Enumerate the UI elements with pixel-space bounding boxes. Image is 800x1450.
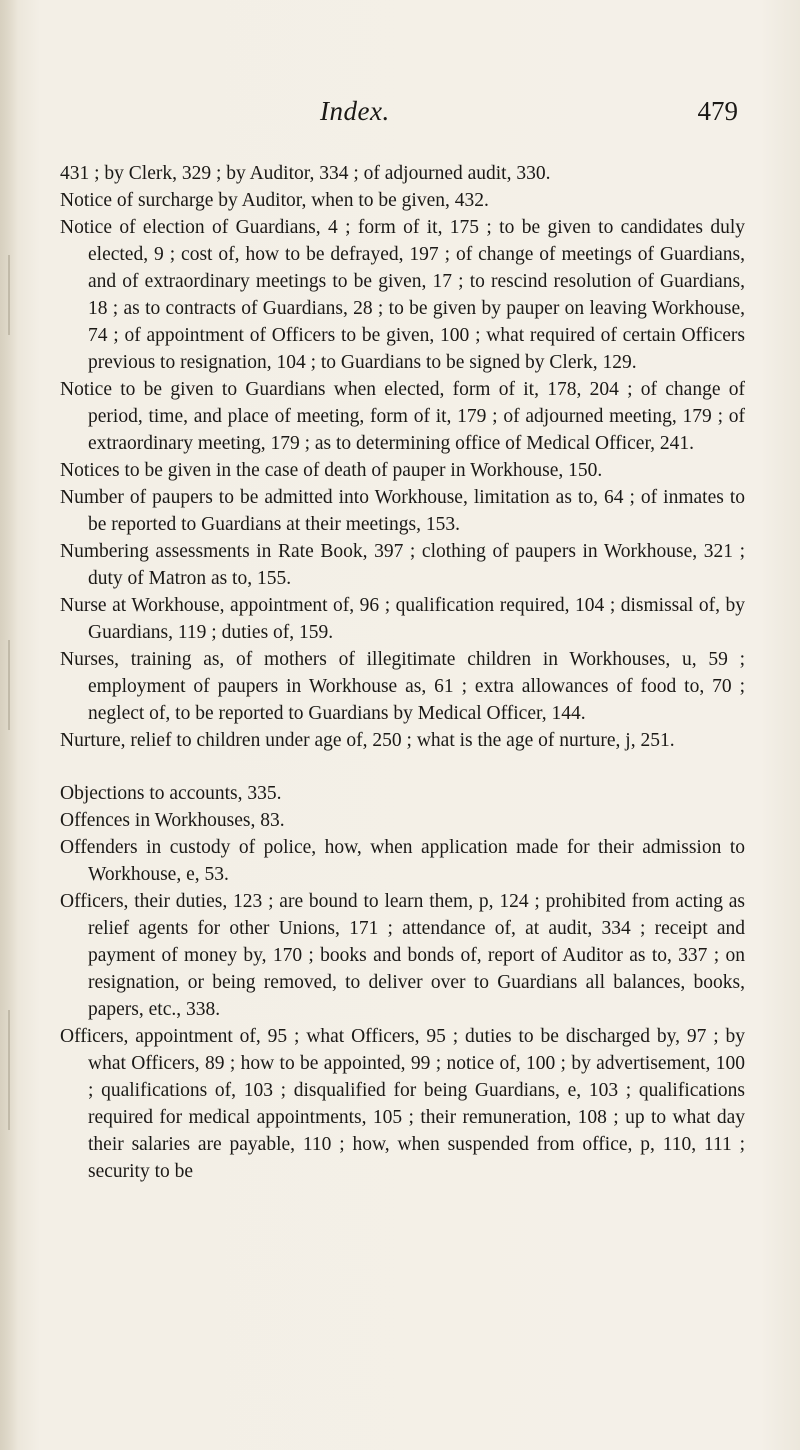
- index-entry: Number of paupers to be admitted into Workhouse, limitation as to, 64 ; of inmates to be reported to Guardians at their meetings, 153.: [60, 487, 745, 535]
- index-entry: Notices to be given in the case of death of pauper in Workhouse, 150.: [60, 460, 603, 481]
- margin-mark: [8, 1010, 10, 1130]
- index-body: [60, 160, 745, 1185]
- index-entry: Offences in Workhouses, 83.: [60, 810, 285, 831]
- index-entry: Offenders in custody of police, how, when application made for their admission to Workhouse, e, 53.: [60, 837, 745, 885]
- margin-mark: [8, 640, 10, 730]
- index-entry: Notice to be given to Guardians when elected, form of it, 178, 204 ; of change of period, time, and place of meeting, form of it, 179 ; of adjourned meeting, 179 ; of extraordinary meeting, 179 ; as to determining office of Medical Officer, 241.: [60, 379, 745, 454]
- page-header: [0, 96, 800, 136]
- index-entry: Nurture, relief to children under age of, 250 ; what is the age of nurture, j, 251.: [60, 730, 675, 751]
- index-entry: Officers, appointment of, 95 ; what Officers, 95 ; duties to be discharged by, 97 ; by what Officers, 89 ; how to be appointed, 99 ; notice of, 100 ; by advertisement, 100 ; qualifications of, 103 ; disqualified for being Guardians, e, 103 ; qualifications required for medical appointments, 105 ; their remuneration, 108 ; up to what day their salaries are payable, 110 ; how, when suspended from office, p, 110, 111 ; security to be: [60, 1026, 745, 1182]
- index-entry: Notice of surcharge by Auditor, when to be given, 432.: [60, 190, 489, 211]
- index-entry: 431 ; by Clerk, 329 ; by Auditor, 334 ; of adjourned audit, 330.: [60, 163, 551, 184]
- index-entry: Objections to accounts, 335.: [60, 783, 282, 804]
- index-entry: Nurses, training as, of mothers of illegitimate children in Workhouses, u, 59 ; employment of paupers in Workhouse as, 61 ; extra allowances of food to, 70 ; neglect of, to be reported to Guardians by Medical Officer, 144.: [60, 649, 745, 724]
- margin-mark: [8, 255, 10, 335]
- running-title: Index.: [320, 96, 390, 126]
- index-entry: Officers, their duties, 123 ; are bound to learn them, p, 124 ; prohibited from acting as relief agents for other Unions, 171 ; attendance of, at audit, 334 ; receipt and payment of money by, 170 ; books and bonds of, report of Auditor as to, 337 ; on resignation, or being removed, to deliver over to Guardians all balances, books, papers, etc., 338.: [60, 891, 745, 1020]
- section-gap: [60, 754, 745, 780]
- index-entry: Notice of election of Guardians, 4 ; form of it, 175 ; to be given to candidates duly elected, 9 ; cost of, how to be defrayed, 197 ; of change of meetings of Guardians, and of extraordinary meetings to be given, 17 ; to rescind resolution of Guardians, 18 ; as to contracts of Guardians, 28 ; to be given by pauper on leaving Workhouse, 74 ; of appointment of Officers to be given, 100 ; what required of certain Officers previous to resignation, 104 ; to Guardians to be signed by Clerk, 129.: [60, 217, 745, 373]
- index-entry: Nurse at Workhouse, appointment of, 96 ; qualification required, 104 ; dismissal of, by Guardians, 119 ; duties of, 159.: [60, 595, 745, 643]
- page-number: 479: [697, 96, 738, 126]
- index-entry: Numbering assessments in Rate Book, 397 ; clothing of paupers in Workhouse, 321 ; duty of Matron as to, 155.: [60, 541, 745, 589]
